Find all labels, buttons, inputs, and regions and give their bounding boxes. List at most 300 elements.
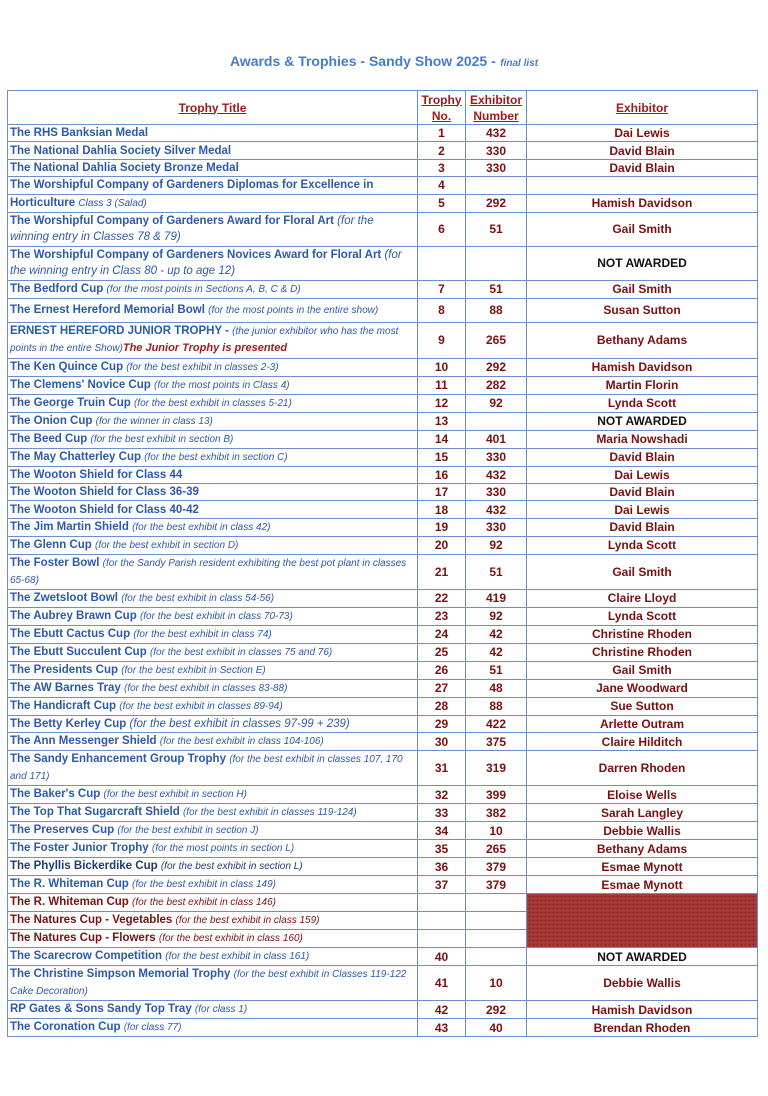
table-row	[8, 501, 758, 518]
table-row	[8, 858, 758, 876]
exhibitor-cell	[527, 177, 758, 194]
trophy-title-cell	[8, 966, 418, 1001]
table-row	[8, 733, 758, 751]
trophy-note: Class 3 (Salad)	[78, 197, 147, 209]
trophy-note: (for the best exhibit in section C)	[144, 451, 288, 463]
table-row	[8, 554, 758, 589]
table-row	[8, 822, 758, 840]
trophy-title-cell	[8, 501, 418, 518]
exhibitor-cell: Claire Hilditch	[527, 733, 758, 751]
trophy-number-cell: 23	[418, 607, 466, 625]
trophy-note: (for the best exhibit in class 70-73)	[139, 610, 293, 622]
trophy-title-cell	[8, 840, 418, 858]
table-row	[8, 125, 758, 142]
table-row	[8, 322, 758, 358]
table-row	[8, 786, 758, 804]
trophy-number-cell: 43	[418, 1019, 466, 1037]
trophy-number-cell: 5	[418, 194, 466, 212]
trophy-number-cell: 24	[418, 625, 466, 643]
trophy-number-cell: 26	[418, 661, 466, 679]
trophy-note: (for the most points in Class 4)	[153, 379, 290, 391]
trophy-number-cell: 30	[418, 733, 466, 751]
trophy-number-cell: 20	[418, 536, 466, 554]
exhibitor-number-cell: 88	[466, 697, 527, 715]
trophy-number-cell: 14	[418, 430, 466, 448]
exhibitor-cell: David Blain	[527, 159, 758, 176]
exhibitor-number-cell: 432	[466, 125, 527, 142]
trophy-note: (for the best exhibit in classes 2-3)	[126, 361, 279, 373]
trophy-number-cell: 32	[418, 786, 466, 804]
trophy-number-cell: 8	[418, 298, 466, 322]
trophy-number-cell: 1	[418, 125, 466, 142]
trophy-number-cell: 6	[418, 212, 466, 246]
trophy-note: (for the best exhibit in Section E)	[121, 664, 266, 676]
junior-trophy-note: The Junior Trophy is presented	[122, 342, 288, 355]
trophy-number-cell: 7	[418, 280, 466, 298]
trophy-number-cell: 42	[418, 1001, 466, 1019]
trophy-note: (for the Sandy Parish resident exhibiting the best pot plant in classes 65-68)	[10, 557, 407, 586]
exhibitor-number-cell	[466, 948, 527, 966]
trophy-name: The Coronation Cup	[10, 1021, 121, 1034]
table-row	[8, 625, 758, 643]
trophy-title-cell	[8, 1001, 418, 1019]
title-text: Awards & Trophies - Sandy Show 2025 -	[229, 53, 496, 69]
trophy-note: (for the best exhibit in class 42)	[132, 521, 271, 533]
trophy-title-cell	[8, 589, 418, 607]
trophy-title-cell	[8, 246, 418, 280]
header-exhibitor: Exhibitor	[527, 91, 758, 125]
trophy-name: The Bedford Cup	[10, 282, 104, 295]
trophy-note: (for the best exhibit in class 54-56)	[121, 592, 275, 604]
trophy-name: The Ebutt Cactus Cup	[10, 627, 131, 640]
trophy-name: The AW Barnes Tray	[10, 681, 121, 694]
exhibitor-number-cell: 432	[466, 501, 527, 518]
exhibitor-cell: Brendan Rhoden	[527, 1019, 758, 1037]
trophy-number-cell: 41	[418, 966, 466, 1001]
exhibitor-cell: David Blain	[527, 483, 758, 500]
trophy-number-cell: 34	[418, 822, 466, 840]
trophy-name: The Phyllis Bickerdike Cup	[10, 860, 158, 873]
exhibitor-number-cell: 282	[466, 376, 527, 394]
trophy-title-cell	[8, 733, 418, 751]
exhibitor-number-cell: 399	[466, 786, 527, 804]
trophy-number-cell: 19	[418, 518, 466, 536]
table-row	[8, 589, 758, 607]
trophy-name: The Zwetsloot Bowl	[10, 591, 118, 604]
trophy-title-cell	[8, 212, 418, 246]
trophy-number-cell: 36	[418, 858, 466, 876]
awards-table	[7, 90, 758, 1037]
exhibitor-number-cell: 40	[466, 1019, 527, 1037]
exhibitor-cell: Dai Lewis	[527, 125, 758, 142]
table-row	[8, 142, 758, 159]
trophy-name: The Ebutt Succulent Cup	[10, 645, 147, 658]
trophy-name: The Worshipful Company of Gardeners Award for Floral Art	[10, 215, 334, 228]
trophy-note: (for the best exhibit in class 159)	[175, 915, 320, 927]
exhibitor-number-cell	[466, 246, 527, 280]
document-title	[0, 53, 768, 71]
trophy-title-cell	[8, 518, 418, 536]
table-row	[8, 466, 758, 483]
table-row	[8, 948, 758, 966]
trophy-note: (for the best exhibit in class 104-106)	[159, 736, 324, 748]
exhibitor-cell: Jane Woodward	[527, 679, 758, 697]
trophy-number-cell: 2	[418, 142, 466, 159]
trophy-number-cell: 11	[418, 376, 466, 394]
trophy-note: (for the best exhibit in classes 97-99 + 239)	[129, 717, 350, 730]
trophy-note: (for the best exhibit in classes 119-124)	[182, 807, 357, 819]
trophy-note: (for the most points in section L)	[151, 843, 295, 855]
exhibitor-number-cell: 382	[466, 804, 527, 822]
exhibitor-number-cell	[466, 930, 527, 948]
table-row	[8, 894, 758, 912]
exhibitor-cell: Gail Smith	[527, 554, 758, 589]
trophy-note: (for the best exhibit in class 160)	[158, 933, 303, 945]
exhibitor-cell: Debbie Wallis	[527, 966, 758, 1001]
trophy-title-cell	[8, 358, 418, 376]
table-row	[8, 177, 758, 194]
exhibitor-cell: Eloise Wells	[527, 786, 758, 804]
trophy-number-cell: 4	[418, 177, 466, 194]
table-row	[8, 966, 758, 1001]
trophy-name: The National Dahlia Society Silver Medal	[10, 144, 232, 157]
exhibitor-cell: Sue Sutton	[527, 697, 758, 715]
exhibitor-number-cell: 10	[466, 966, 527, 1001]
table-row	[8, 1019, 758, 1037]
trophy-number-cell: 10	[418, 358, 466, 376]
trophy-note: (for the best exhibit in class 149)	[132, 879, 277, 891]
trophy-number-cell: 18	[418, 501, 466, 518]
exhibitor-cell: Lynda Scott	[527, 394, 758, 412]
trophy-number-cell: 31	[418, 751, 466, 786]
trophy-name: The Ernest Hereford Memorial Bowl	[10, 303, 205, 316]
trophy-title-cell	[8, 822, 418, 840]
exhibitor-number-cell: 92	[466, 536, 527, 554]
trophy-name: The National Dahlia Society Bronze Medal	[10, 161, 239, 174]
exhibitor-cell: Bethany Adams	[527, 322, 758, 358]
exhibitor-number-cell: 379	[466, 858, 527, 876]
trophy-name: The Top That Sugarcraft Shield	[10, 806, 180, 819]
table-row	[8, 536, 758, 554]
trophy-name: The Sandy Enhancement Group Trophy	[10, 753, 226, 766]
table-row	[8, 394, 758, 412]
trophy-note: (for the best exhibit in section L)	[160, 861, 303, 873]
exhibitor-number-cell: 292	[466, 358, 527, 376]
trophy-name: The Beed Cup	[10, 432, 88, 445]
exhibitor-number-cell: 292	[466, 1001, 527, 1019]
trophy-number-cell: 37	[418, 876, 466, 894]
trophy-title-cell	[8, 394, 418, 412]
exhibitor-number-cell: 265	[466, 840, 527, 858]
exhibitor-number-cell: 92	[466, 394, 527, 412]
exhibitor-cell: Martin Florin	[527, 376, 758, 394]
exhibitor-number-cell: 92	[466, 607, 527, 625]
exhibitor-cell: Gail Smith	[527, 280, 758, 298]
exhibitor-number-cell: 330	[466, 483, 527, 500]
exhibitor-cell: Lynda Scott	[527, 536, 758, 554]
exhibitor-cell: Susan Sutton	[527, 298, 758, 322]
exhibitor-cell: NOT AWARDED	[527, 246, 758, 280]
trophy-number-cell	[418, 894, 466, 912]
exhibitor-number-cell: 432	[466, 466, 527, 483]
trophy-title-cell	[8, 554, 418, 589]
trophy-title-cell	[8, 715, 418, 732]
trophy-number-cell: 40	[418, 948, 466, 966]
trophy-title-cell	[8, 625, 418, 643]
header-trophy-no: Trophy No.	[418, 91, 466, 125]
exhibitor-number-cell: 51	[466, 661, 527, 679]
exhibitor-number-cell: 88	[466, 298, 527, 322]
table-row	[8, 697, 758, 715]
trophy-number-cell: 25	[418, 643, 466, 661]
table-row	[8, 298, 758, 322]
trophy-title-cell	[8, 483, 418, 500]
trophy-title-cell	[8, 280, 418, 298]
exhibitor-cell: NOT AWARDED	[527, 948, 758, 966]
trophy-number-cell: 15	[418, 448, 466, 466]
table-row	[8, 376, 758, 394]
table-row	[8, 804, 758, 822]
trophy-name: The Scarecrow Competition	[10, 950, 163, 963]
table-row	[8, 280, 758, 298]
trophy-name: The Clemens' Novice Cup	[10, 378, 151, 391]
trophy-title-cell	[8, 930, 418, 948]
exhibitor-cell: Maria Nowshadi	[527, 430, 758, 448]
exhibitor-cell: Bethany Adams	[527, 840, 758, 858]
exhibitor-cell: Lynda Scott	[527, 607, 758, 625]
exhibitor-cell: Esmae Mynott	[527, 858, 758, 876]
table-row	[8, 194, 758, 212]
trophy-name: The Natures Cup - Flowers	[10, 932, 156, 945]
trophy-title-cell	[8, 322, 418, 358]
trophy-title-cell	[8, 876, 418, 894]
trophy-name: The Baker's Cup	[10, 788, 101, 801]
trophy-title-cell	[8, 466, 418, 483]
trophy-title-cell	[8, 697, 418, 715]
trophy-title-cell	[8, 194, 418, 212]
exhibitor-number-cell: 422	[466, 715, 527, 732]
exhibitor-number-cell: 330	[466, 159, 527, 176]
trophy-note: (for the best exhibit in section D)	[94, 539, 239, 551]
table-row	[8, 876, 758, 894]
exhibitor-cell: Gail Smith	[527, 212, 758, 246]
table-row	[8, 679, 758, 697]
exhibitor-cell: Hamish Davidson	[527, 194, 758, 212]
trophy-name: RP Gates & Sons Sandy Top Tray	[10, 1003, 192, 1016]
trophy-note: (for the winning entry in Class 80 - up to age 12)	[10, 249, 402, 278]
trophy-note: (for the best exhibit in classes 83-88)	[123, 682, 288, 694]
exhibitor-cell: Darren Rhoden	[527, 751, 758, 786]
trophy-name: The Worshipful Company of Gardeners Novices Award for Floral Art	[10, 249, 382, 262]
trophy-number-cell: 22	[418, 589, 466, 607]
trophy-name: The Onion Cup	[10, 414, 93, 427]
exhibitor-cell: Christine Rhoden	[527, 643, 758, 661]
trophy-name: The Wooton Shield for Class 40-42	[10, 503, 199, 516]
trophy-name: The May Chatterley Cup	[10, 450, 141, 463]
trophy-name: The Foster Bowl	[10, 556, 100, 569]
exhibitor-number-cell: 330	[466, 142, 527, 159]
trophy-name: The Presidents Cup	[10, 663, 118, 676]
table-row	[8, 212, 758, 246]
trophy-number-cell	[418, 912, 466, 930]
exhibitor-number-cell	[466, 412, 527, 430]
trophy-note: (for class 77)	[123, 1022, 182, 1034]
trophy-number-cell: 13	[418, 412, 466, 430]
exhibitor-number-cell	[466, 894, 527, 912]
exhibitor-number-cell: 292	[466, 194, 527, 212]
trophy-note: (the junior exhibitor who has the most points in the entire Show)	[10, 326, 399, 355]
exhibitor-cell: Hamish Davidson	[527, 1001, 758, 1019]
exhibitor-cell: David Blain	[527, 518, 758, 536]
trophy-name: The Ann Messenger Shield	[10, 735, 157, 748]
exhibitor-cell: Christine Rhoden	[527, 625, 758, 643]
table-row	[8, 607, 758, 625]
exhibitor-cell: Arlette Outram	[527, 715, 758, 732]
trophy-title-cell	[8, 804, 418, 822]
table-row	[8, 518, 758, 536]
trophy-note: (for the best exhibit in classes 5-21)	[133, 397, 292, 409]
trophy-note: (for the best exhibit in classes 107, 170 and 171)	[10, 754, 403, 783]
exhibitor-cell: Esmae Mynott	[527, 876, 758, 894]
exhibitor-cell: NOT AWARDED	[527, 412, 758, 430]
table-row	[8, 430, 758, 448]
trophy-number-cell	[418, 246, 466, 280]
exhibitor-number-cell	[466, 177, 527, 194]
trophy-note: (for the best exhibit in section B)	[90, 433, 234, 445]
trophy-number-cell: 27	[418, 679, 466, 697]
trophy-name: The Wooton Shield for Class 36-39	[10, 486, 199, 499]
trophy-title-cell	[8, 948, 418, 966]
trophy-title-cell	[8, 894, 418, 912]
table-row	[8, 715, 758, 732]
exhibitor-cell: Debbie Wallis	[527, 822, 758, 840]
trophy-title-cell	[8, 912, 418, 930]
trophy-title-cell	[8, 177, 418, 194]
trophy-title-cell	[8, 643, 418, 661]
trophy-number-cell: 29	[418, 715, 466, 732]
trophy-name: The Natures Cup - Vegetables	[10, 914, 173, 927]
shaded-exhibitor-block	[527, 894, 758, 948]
trophy-name: The Foster Junior Trophy	[10, 842, 149, 855]
trophy-note: (for the winning entry in Classes 78 & 79)	[10, 215, 374, 244]
trophy-name: The Preserves Cup	[10, 824, 115, 837]
trophy-number-cell: 35	[418, 840, 466, 858]
trophy-name: The Jim Martin Shield	[10, 520, 129, 533]
trophy-number-cell: 17	[418, 483, 466, 500]
trophy-name: The RHS Banksian Medal	[10, 127, 149, 140]
trophy-note: (for the best exhibit in class 146)	[132, 897, 277, 909]
table-row	[8, 1001, 758, 1019]
trophy-note: (for the best exhibit in section H)	[103, 789, 247, 801]
trophy-name: The Glenn Cup	[10, 538, 92, 551]
trophy-title-cell	[8, 679, 418, 697]
exhibitor-cell: David Blain	[527, 142, 758, 159]
trophy-number-cell: 28	[418, 697, 466, 715]
exhibitor-cell: Claire Lloyd	[527, 589, 758, 607]
exhibitor-number-cell: 265	[466, 322, 527, 358]
trophy-name: The R. Whiteman Cup	[10, 878, 129, 891]
trophy-number-cell: 16	[418, 466, 466, 483]
trophy-title-cell	[8, 661, 418, 679]
trophy-number-cell: 12	[418, 394, 466, 412]
trophy-name: ERNEST HEREFORD JUNIOR TROPHY -	[10, 325, 229, 338]
trophy-title-cell	[8, 430, 418, 448]
header-row	[8, 91, 758, 125]
trophy-title-cell	[8, 448, 418, 466]
trophy-note: (for the most points in the entire show)	[208, 304, 379, 316]
trophy-title-cell	[8, 786, 418, 804]
trophy-name: The Wooton Shield for Class 44	[10, 468, 183, 481]
table-row	[8, 643, 758, 661]
exhibitor-number-cell: 375	[466, 733, 527, 751]
trophy-note: (for the best exhibit in classes 75 and 76)	[149, 646, 333, 658]
trophy-note: (for the best exhibit in Classes 119-122 Cake Decoration)	[10, 969, 407, 998]
exhibitor-cell: David Blain	[527, 448, 758, 466]
table-row	[8, 448, 758, 466]
trophy-name: The Worshipful Company of Gardeners Diplomas for Excellence in	[10, 179, 374, 192]
trophy-name: The George Truin Cup	[10, 396, 131, 409]
table-row	[8, 159, 758, 176]
table-row	[8, 661, 758, 679]
exhibitor-number-cell: 51	[466, 554, 527, 589]
trophy-name: The Betty Kerley Cup	[10, 717, 127, 730]
table-row	[8, 840, 758, 858]
trophy-number-cell: 33	[418, 804, 466, 822]
trophy-name: The Christine Simpson Memorial Trophy	[10, 968, 231, 981]
header-trophy-title: Trophy Title	[8, 91, 418, 125]
trophy-title-cell	[8, 536, 418, 554]
trophy-number-cell	[418, 930, 466, 948]
exhibitor-cell: Dai Lewis	[527, 466, 758, 483]
trophy-number-cell: 9	[418, 322, 466, 358]
trophy-title-cell	[8, 751, 418, 786]
trophy-title-cell	[8, 412, 418, 430]
exhibitor-number-cell: 10	[466, 822, 527, 840]
trophy-name: The R. Whiteman Cup	[10, 896, 129, 909]
header-exhibitor-number: Exhibitor Number	[466, 91, 527, 125]
exhibitor-cell: Gail Smith	[527, 661, 758, 679]
trophy-title-cell	[8, 607, 418, 625]
trophy-name: Horticulture	[10, 196, 76, 209]
trophy-title-cell	[8, 159, 418, 176]
exhibitor-cell: Sarah Langley	[527, 804, 758, 822]
trophy-note: (for the best exhibit in section J)	[117, 825, 259, 837]
table-row	[8, 358, 758, 376]
trophy-name: The Handicraft Cup	[10, 699, 117, 712]
trophy-title-cell	[8, 858, 418, 876]
trophy-note: (for the best exhibit in class 161)	[165, 951, 310, 963]
trophy-note: (for the winner in class 13)	[95, 415, 213, 427]
exhibitor-cell: Hamish Davidson	[527, 358, 758, 376]
trophy-note: (for the best exhibit in class 74)	[133, 628, 272, 640]
trophy-note: (for the most points in Sections A, B, C & D)	[106, 283, 301, 295]
trophy-title-cell	[8, 298, 418, 322]
exhibitor-number-cell: 48	[466, 679, 527, 697]
table-row	[8, 412, 758, 430]
exhibitor-number-cell: 51	[466, 280, 527, 298]
exhibitor-number-cell: 42	[466, 625, 527, 643]
trophy-title-cell	[8, 1019, 418, 1037]
table-row	[8, 483, 758, 500]
exhibitor-number-cell: 419	[466, 589, 527, 607]
exhibitor-number-cell: 401	[466, 430, 527, 448]
table-row	[8, 246, 758, 280]
trophy-title-cell	[8, 125, 418, 142]
exhibitor-number-cell: 330	[466, 448, 527, 466]
trophy-title-cell	[8, 142, 418, 159]
exhibitor-number-cell: 51	[466, 212, 527, 246]
exhibitor-number-cell: 330	[466, 518, 527, 536]
